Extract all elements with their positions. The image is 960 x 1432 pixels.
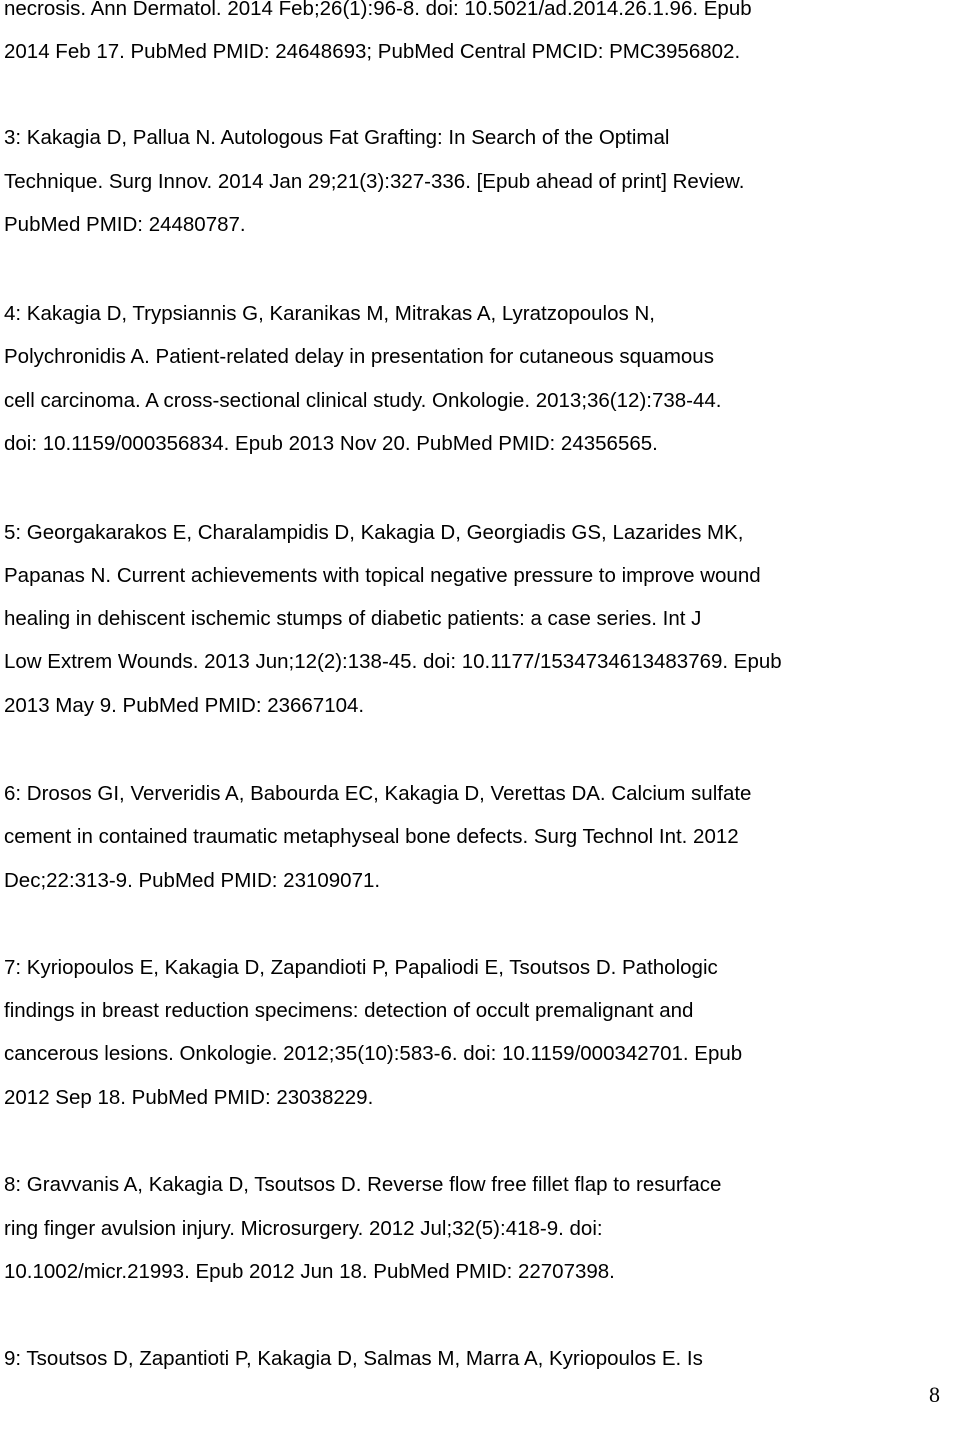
reference-line: 6: Drosos GI, Ververidis A, Babourda EC, Kakagia D, Verettas DA. Calcium sulfate — [4, 782, 752, 805]
reference-line: 2012 Sep 18. PubMed PMID: 23038229. — [4, 1086, 374, 1109]
reference-line: ring finger avulsion injury. Microsurgery. 2012 Jul;32(5):418-9. doi: — [4, 1217, 603, 1240]
reference-line: 3: Kakagia D, Pallua N. Autologous Fat Grafting: In Search of the Optimal — [4, 126, 670, 149]
reference-line: 10.1002/micr.21993. Epub 2012 Jun 18. PubMed PMID: 22707398. — [4, 1260, 615, 1283]
reference-line: 9: Tsoutsos D, Zapantioti P, Kakagia D, Salmas M, Marra A, Kyriopoulos E. Is — [4, 1347, 703, 1370]
reference-line: 2013 May 9. PubMed PMID: 23667104. — [4, 694, 365, 717]
reference-line: Papanas N. Current achievements with topical negative pressure to improve wound — [4, 564, 761, 587]
reference-line: Polychronidis A. Patient-related delay in presentation for cutaneous squamous — [4, 345, 714, 368]
reference-line: 8: Gravvanis A, Kakagia D, Tsoutsos D. Reverse flow free fillet flap to resurface — [4, 1173, 722, 1196]
reference-line: 5: Georgakarakos E, Charalampidis D, Kakagia D, Georgiadis GS, Lazarides MK, — [4, 521, 744, 544]
reference-line: cell carcinoma. A cross-sectional clinical study. Onkologie. 2013;36(12):738-44. — [4, 389, 722, 412]
reference-line: 4: Kakagia D, Trypsiannis G, Karanikas M, Mitrakas A, Lyratzopoulos N, — [4, 302, 655, 325]
reference-line: cancerous lesions. Onkologie. 2012;35(10):583-6. doi: 10.1159/000342701. Epub — [4, 1042, 743, 1065]
page-number: 8 — [929, 1382, 940, 1407]
reference-line: necrosis. Ann Dermatol. 2014 Feb;26(1):96-8. doi: 10.5021/ad.2014.26.1.96. Epub — [4, 0, 752, 20]
reference-line: Low Extrem Wounds. 2013 Jun;12(2):138-45. doi: 10.1177/1534734613483769. Epub — [4, 650, 782, 673]
reference-line: 7: Kyriopoulos E, Kakagia D, Zapandioti P, Papaliodi E, Tsoutsos D. Pathologic — [4, 956, 718, 979]
reference-line: Dec;22:313-9. PubMed PMID: 23109071. — [4, 869, 381, 892]
reference-line: Technique. Surg Innov. 2014 Jan 29;21(3):327-336. [Epub ahead of print] Review. — [4, 170, 745, 193]
reference-line: findings in breast reduction specimens: detection of occult premalignant and — [4, 999, 694, 1022]
reference-line: cement in contained traumatic metaphyseal bone defects. Surg Technol Int. 2012 — [4, 825, 739, 848]
reference-line: 2014 Feb 17. PubMed PMID: 24648693; PubMed Central PMCID: PMC3956802. — [4, 40, 741, 63]
reference-line: doi: 10.1159/000356834. Epub 2013 Nov 20. PubMed PMID: 24356565. — [4, 432, 658, 455]
reference-line: PubMed PMID: 24480787. — [4, 213, 246, 236]
reference-line: healing in dehiscent ischemic stumps of diabetic patients: a case series. Int J — [4, 607, 702, 630]
